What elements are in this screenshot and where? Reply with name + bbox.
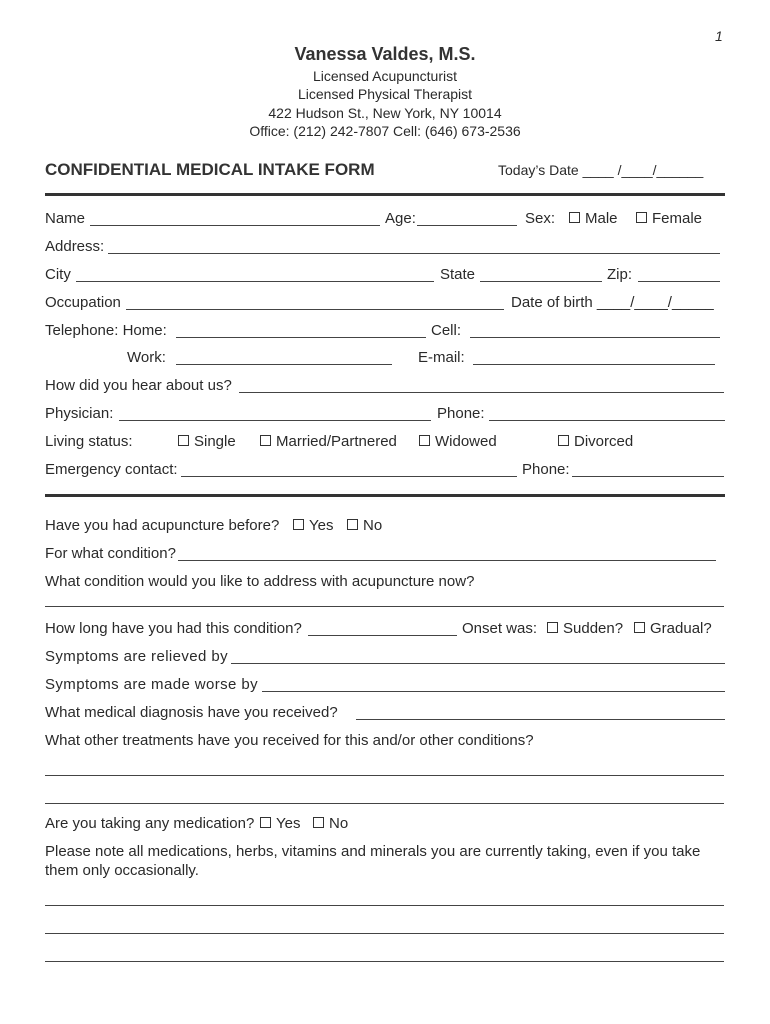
form-title: CONFIDENTIAL MEDICAL INTAKE FORM	[45, 160, 375, 179]
living-status-label: Living status:	[45, 433, 133, 450]
work-label: Work:	[127, 349, 166, 366]
physician-field[interactable]	[119, 420, 431, 421]
state-field[interactable]	[480, 281, 602, 282]
other-treatments-label: What other treatments have you received for this and/or other conditions?	[45, 732, 534, 749]
diagnosis-field[interactable]	[356, 719, 725, 720]
emergency-phone-field[interactable]	[572, 476, 724, 477]
checkbox-icon[interactable]	[260, 817, 271, 828]
for-what-condition-field[interactable]	[178, 560, 716, 561]
medications-field-2[interactable]	[45, 933, 724, 934]
worse-by-label: Symptoms are made worse by	[45, 676, 258, 693]
emergency-contact-field[interactable]	[181, 476, 517, 477]
header-line-2: Licensed Physical Therapist	[297, 86, 473, 102]
medications-field-3[interactable]	[45, 961, 724, 962]
medication-yes-option[interactable]: Yes	[260, 815, 300, 832]
relieved-by-field[interactable]	[231, 663, 725, 664]
telephone-home-label: Telephone: Home:	[45, 322, 167, 339]
state-label: State	[440, 266, 476, 283]
practitioner-name: Vanessa Valdes, M.S.	[294, 44, 476, 64]
physician-phone-field[interactable]	[489, 420, 725, 421]
living-married-option[interactable]: Married/Partnered	[260, 433, 397, 450]
sex-male-option[interactable]: Male	[569, 210, 618, 227]
address-label: Address:	[45, 238, 105, 255]
other-treatments-field-2[interactable]	[45, 803, 724, 804]
city-field[interactable]	[76, 281, 434, 282]
checkbox-icon[interactable]	[547, 622, 558, 633]
divider-middle	[45, 494, 725, 497]
living-divorced-option[interactable]: Divorced	[558, 433, 633, 450]
physician-phone-label: Phone:	[437, 405, 485, 422]
hear-about-field[interactable]	[239, 392, 724, 393]
for-what-condition-label: For what condition?	[45, 545, 176, 562]
age-label: Age:	[385, 210, 416, 227]
acupuncture-before-label: Have you had acupuncture before?	[45, 517, 280, 534]
how-long-field[interactable]	[308, 635, 457, 636]
checkbox-icon[interactable]	[293, 519, 304, 530]
home-phone-field[interactable]	[176, 337, 426, 338]
onset-label: Onset was:	[462, 620, 538, 637]
condition-now-field[interactable]	[45, 606, 724, 607]
cell-field[interactable]	[470, 337, 720, 338]
other-treatments-field-1[interactable]	[45, 775, 724, 776]
condition-now-label: What condition would you like to address with acupuncture now?	[45, 573, 475, 590]
living-widowed-option[interactable]: Widowed	[419, 433, 497, 450]
email-label: E-mail:	[418, 349, 465, 366]
checkbox-icon[interactable]	[569, 212, 580, 223]
age-field[interactable]	[417, 225, 517, 226]
medications-note-line-1: Please note all medications, herbs, vitamins and minerals you are currently taking, even if you take	[45, 843, 701, 860]
onset-sudden-option[interactable]: Sudden?	[547, 620, 623, 637]
dob-field[interactable]: Date of birth ____/____/_____	[511, 294, 714, 311]
email-field[interactable]	[473, 364, 715, 365]
how-long-label: How long have you had this condition?	[45, 620, 302, 637]
emergency-phone-label: Phone:	[522, 461, 570, 478]
acupuncture-no-option[interactable]: No	[347, 517, 382, 534]
divider-top	[45, 193, 725, 196]
address-field[interactable]	[108, 253, 720, 254]
header-address: 422 Hudson St., New York, NY 10014	[268, 105, 502, 121]
acupuncture-yes-option[interactable]: Yes	[293, 517, 333, 534]
medication-label: Are you taking any medication?	[45, 815, 255, 832]
work-phone-field[interactable]	[176, 364, 392, 365]
onset-gradual-option[interactable]: Gradual?	[634, 620, 712, 637]
checkbox-icon[interactable]	[313, 817, 324, 828]
header-phone: Office: (212) 242-7807 Cell: (646) 673-2536	[249, 123, 521, 139]
relieved-by-label: Symptoms are relieved by	[45, 648, 229, 665]
header-line-1: Licensed Acupuncturist	[313, 68, 457, 84]
checkbox-icon[interactable]	[347, 519, 358, 530]
checkbox-icon[interactable]	[634, 622, 645, 633]
checkbox-icon[interactable]	[178, 435, 189, 446]
living-single-option[interactable]: Single	[178, 433, 236, 450]
hear-about-label: How did you hear about us?	[45, 377, 232, 394]
checkbox-icon[interactable]	[558, 435, 569, 446]
checkbox-icon[interactable]	[636, 212, 647, 223]
checkbox-icon[interactable]	[419, 435, 430, 446]
name-label: Name	[45, 210, 86, 227]
city-label: City	[45, 266, 71, 283]
zip-label: Zip:	[607, 266, 633, 283]
physician-label: Physician:	[45, 405, 114, 422]
name-field[interactable]	[90, 225, 380, 226]
zip-field[interactable]	[638, 281, 720, 282]
medications-note-line-2: them only occasionally.	[45, 862, 199, 879]
occupation-label: Occupation	[45, 294, 121, 311]
sex-label: Sex:	[525, 210, 556, 227]
occupation-field[interactable]	[126, 309, 504, 310]
page-number: 1	[715, 28, 723, 44]
diagnosis-label: What medical diagnosis have you received?	[45, 704, 338, 721]
emergency-contact-label: Emergency contact:	[45, 461, 178, 478]
todays-date[interactable]: Today’s Date ____ /____/______	[498, 162, 704, 178]
cell-label: Cell:	[431, 322, 462, 339]
sex-female-option[interactable]: Female	[636, 210, 702, 227]
medications-field-1[interactable]	[45, 905, 724, 906]
checkbox-icon[interactable]	[260, 435, 271, 446]
worse-by-field[interactable]	[262, 691, 725, 692]
medication-no-option[interactable]: No	[313, 815, 348, 832]
